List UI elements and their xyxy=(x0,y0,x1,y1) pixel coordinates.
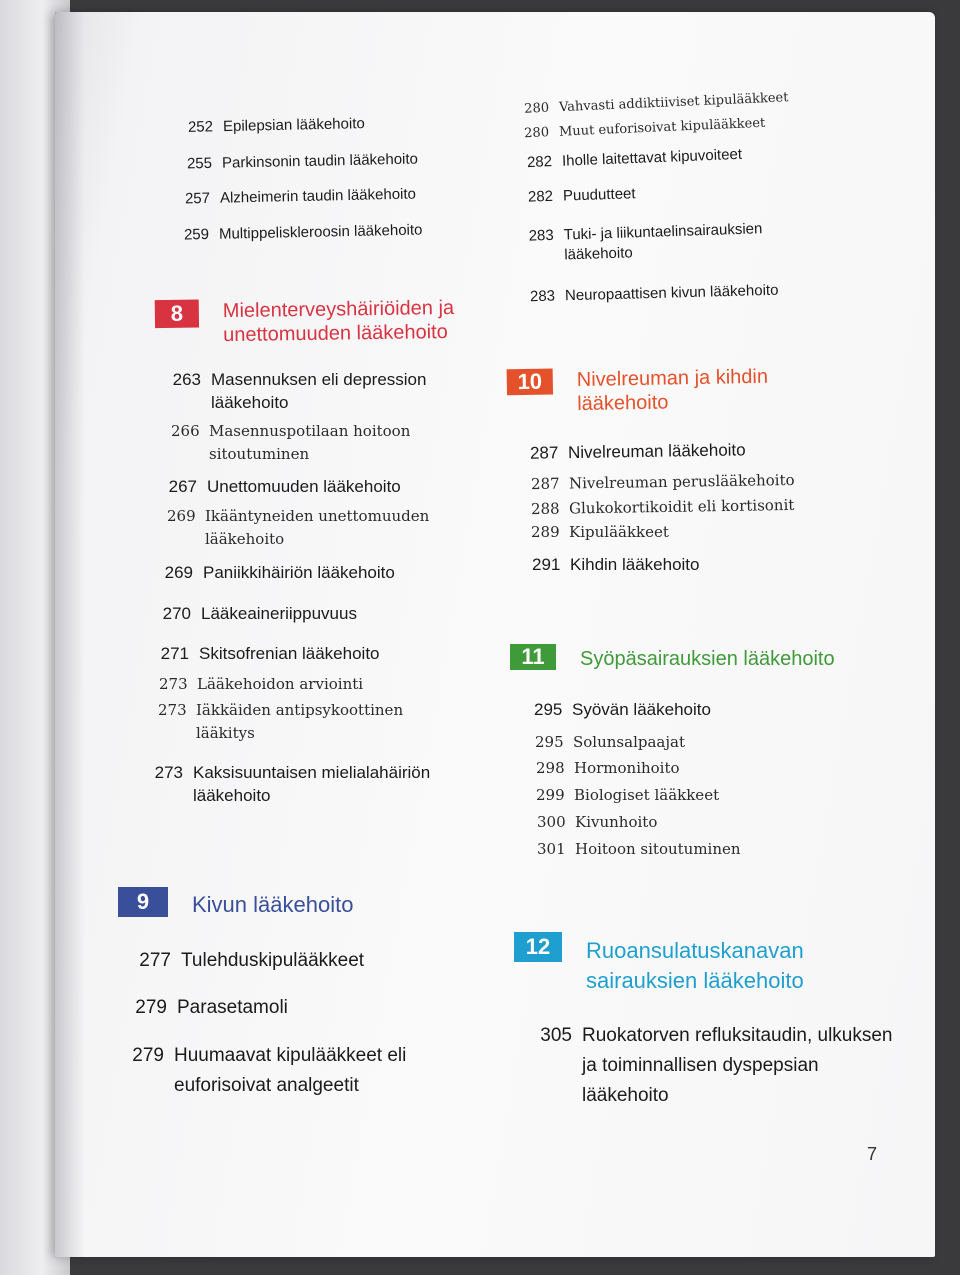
toc-entry xyxy=(185,114,365,138)
chapter-11-heading xyxy=(510,644,835,674)
toc-entry-title: Biologiset lääkkeet xyxy=(574,786,720,804)
chapter-number-badge: 11 xyxy=(510,644,556,670)
toc-subentry xyxy=(167,505,429,551)
toc-entry xyxy=(182,185,416,210)
toc-page-number: 298 xyxy=(536,759,565,777)
toc-page-number: 280 xyxy=(523,100,550,117)
toc-entry-title: Tuki- ja liikuntaelinsairauksien lääkehoito xyxy=(563,220,763,264)
toc-page-number: 252 xyxy=(187,118,214,136)
toc-page-number: 273 xyxy=(158,701,187,719)
toc-page-number: 282 xyxy=(526,153,553,172)
toc-entry-title: Masennuspotilaan hoitoon sitoutuminen xyxy=(209,422,411,463)
chapter-title xyxy=(577,365,769,416)
toc-page-number: 263 xyxy=(172,370,201,389)
toc-subentry xyxy=(159,673,363,696)
toc-entry-title: Unettomuuden lääkehoito xyxy=(207,477,401,496)
toc-entry xyxy=(184,150,418,175)
toc-subentry xyxy=(535,731,685,754)
toc-entry-title: Nivelreuman lääkehoito xyxy=(567,440,746,463)
toc-subentry xyxy=(531,469,795,496)
chapter-title: Kivun lääkehoito xyxy=(192,892,354,917)
chapter-title-line: sairauksien lääkehoito xyxy=(586,968,804,993)
toc-entry xyxy=(159,642,380,665)
toc-page-number: 288 xyxy=(530,499,560,519)
toc-page-number: 301 xyxy=(537,840,566,858)
chapter-title xyxy=(586,936,804,996)
toc-entry-title: Muut euforisoivat kipulääkkeet xyxy=(558,115,766,140)
toc-entry-title: Solunsalpaajat xyxy=(573,733,685,751)
chapter-title-line: Ruoansulatuskanavan xyxy=(586,938,804,963)
toc-entry-title: Tulehduskipulääkkeet xyxy=(181,950,365,971)
toc-entry xyxy=(527,281,779,308)
toc-page-number: 291 xyxy=(532,555,561,574)
toc-subentry xyxy=(158,699,403,745)
toc-entry xyxy=(161,602,357,625)
chapter-9-heading xyxy=(118,887,353,923)
toc-entry-title: Parasetamoli xyxy=(177,997,288,1018)
toc-entry xyxy=(153,761,430,807)
toc-subentry xyxy=(537,811,657,834)
chapter-number-badge: 8 xyxy=(155,299,199,328)
toc-page-number: 269 xyxy=(167,507,196,525)
chapter-number-badge: 10 xyxy=(507,368,553,395)
toc-entry-title: Nivelreuman peruslääkehoito xyxy=(568,470,795,493)
toc-page-number: 299 xyxy=(536,786,565,804)
toc-entry-title: Hormonihoito xyxy=(574,759,680,777)
toc-page-number: 282 xyxy=(527,187,554,206)
toc-entry xyxy=(167,475,401,498)
toc-page-number: 295 xyxy=(535,733,564,751)
toc-page-number: 295 xyxy=(534,700,563,719)
toc-page-number: 280 xyxy=(523,125,550,142)
toc-subentry xyxy=(536,757,680,780)
toc-entry-title: Syövän lääkehoito xyxy=(572,700,711,719)
toc-page-number: 257 xyxy=(184,189,211,208)
toc-page-number: 269 xyxy=(164,563,193,582)
chapter-title-line: Mielenterveyshäiriöiden ja xyxy=(222,296,455,323)
toc-entry-title: Huumaavat kipulääkkeet eli euforisoivat analgeetit xyxy=(174,1045,407,1096)
toc-entry-title: Ruokatorven refluksitaudin, ulkuksen ja toiminnallisen dyspepsian lääkehoito xyxy=(582,1025,893,1106)
toc-entry xyxy=(534,698,711,721)
chapter-title-line: lääkehoito xyxy=(577,391,669,416)
toc-page-number: 273 xyxy=(154,763,183,782)
toc-page-number: 289 xyxy=(531,523,560,541)
toc-entry-title: Kihdin lääkehoito xyxy=(570,555,700,574)
toc-entry xyxy=(135,993,288,1023)
toc-entry-title: Vahvasti addiktiiviset kipulääkkeet xyxy=(558,90,789,116)
toc-page-number: 300 xyxy=(537,813,566,831)
toc-entry-title: Lääkeaineriippuvuus xyxy=(201,604,357,623)
chapter-title-line: Nivelreuman ja kihdin xyxy=(576,365,769,392)
chapter-number-badge: 9 xyxy=(118,887,168,917)
toc-entry-title: Multippeliskleroosin lääkehoito xyxy=(218,221,423,243)
toc-entry xyxy=(532,553,699,576)
toc-page-number: 266 xyxy=(171,422,200,440)
toc-entry-title: Masennuksen eli depression lääkehoito xyxy=(211,370,427,412)
toc-subentry xyxy=(171,420,410,466)
toc-page-number: 267 xyxy=(168,477,197,496)
toc-entry-title: Kipulääkkeet xyxy=(569,523,669,541)
toc-entry-title: Paniikkihäiriön lääkehoito xyxy=(203,563,395,582)
chapter-title xyxy=(223,296,455,347)
toc-entry-title: Epilepsian lääkehoito xyxy=(222,115,365,136)
toc-page-number: 273 xyxy=(159,675,188,693)
page-gutter-shadow xyxy=(55,12,85,1257)
toc-entry-title: Parkinsonin taudin lääkehoito xyxy=(221,150,419,172)
toc-entry-title: Iäkkäiden antipsykoottinen lääkitys xyxy=(196,701,404,742)
toc-entry xyxy=(132,1041,406,1101)
toc-entry xyxy=(540,1021,893,1111)
toc-page-number: 283 xyxy=(528,226,554,245)
toc-entry-title: Kaksisuuntaisen mielialahäiriön lääkehoito xyxy=(193,763,431,805)
page-number: 7 xyxy=(866,1144,877,1164)
toc-entry-title: Puudutteet xyxy=(562,185,636,205)
toc-entry-title: Hoitoon sitoutuminen xyxy=(575,840,741,858)
toc-page-number: 305 xyxy=(540,1025,572,1046)
toc-page-number: 277 xyxy=(139,950,171,971)
toc-entry-title: Kivunhoito xyxy=(575,813,658,831)
toc-entry-title: Neuropaattisen kivun lääkehoito xyxy=(564,281,779,305)
toc-entry xyxy=(139,946,364,976)
book-page xyxy=(55,12,935,1257)
toc-entry xyxy=(181,220,423,245)
toc-entry xyxy=(525,219,763,266)
toc-subentry xyxy=(523,114,766,145)
toc-entry xyxy=(525,184,636,207)
toc-page-number: 279 xyxy=(135,997,167,1018)
toc-entry-title: Skitsofrenian lääkehoito xyxy=(199,644,380,663)
chapter-8-heading xyxy=(155,296,455,348)
toc-entry-title: Alzheimerin taudin lääkehoito xyxy=(219,185,417,207)
toc-page-number: 287 xyxy=(529,443,559,463)
toc-entry-title: Glukokortikoidit eli kortisonit xyxy=(568,495,795,518)
toc-entry xyxy=(163,561,395,584)
toc-subentry xyxy=(536,784,719,807)
toc-entry xyxy=(530,438,746,464)
toc-page-number: 255 xyxy=(186,154,213,173)
toc-page-number: 259 xyxy=(183,225,210,244)
chapter-title: Syöpäsairauksien lääkehoito xyxy=(580,648,835,670)
toc-entry xyxy=(524,145,743,173)
toc-subentry xyxy=(531,521,669,544)
chapter-title-line: unettomuuden lääkehoito xyxy=(223,321,448,347)
toc-entry xyxy=(171,368,426,414)
chapter-number-badge: 12 xyxy=(514,932,562,962)
toc-entry-title: Iholle laitettavat kipuvoiteet xyxy=(561,145,743,170)
toc-entry-title: Lääkehoidon arviointi xyxy=(197,675,364,693)
chapter-10-heading xyxy=(507,365,769,418)
toc-entry-title: Ikääntyneiden unettomuuden lääkehoito xyxy=(205,507,430,548)
chapter-12-heading xyxy=(514,932,804,996)
toc-subentry xyxy=(537,838,741,861)
toc-page-number: 270 xyxy=(162,604,191,623)
toc-subentry xyxy=(531,494,795,521)
toc-page-number: 271 xyxy=(160,644,189,663)
toc-page-number: 287 xyxy=(530,474,560,494)
toc-page-number: 283 xyxy=(529,287,556,306)
toc-page-number: 279 xyxy=(132,1045,164,1066)
